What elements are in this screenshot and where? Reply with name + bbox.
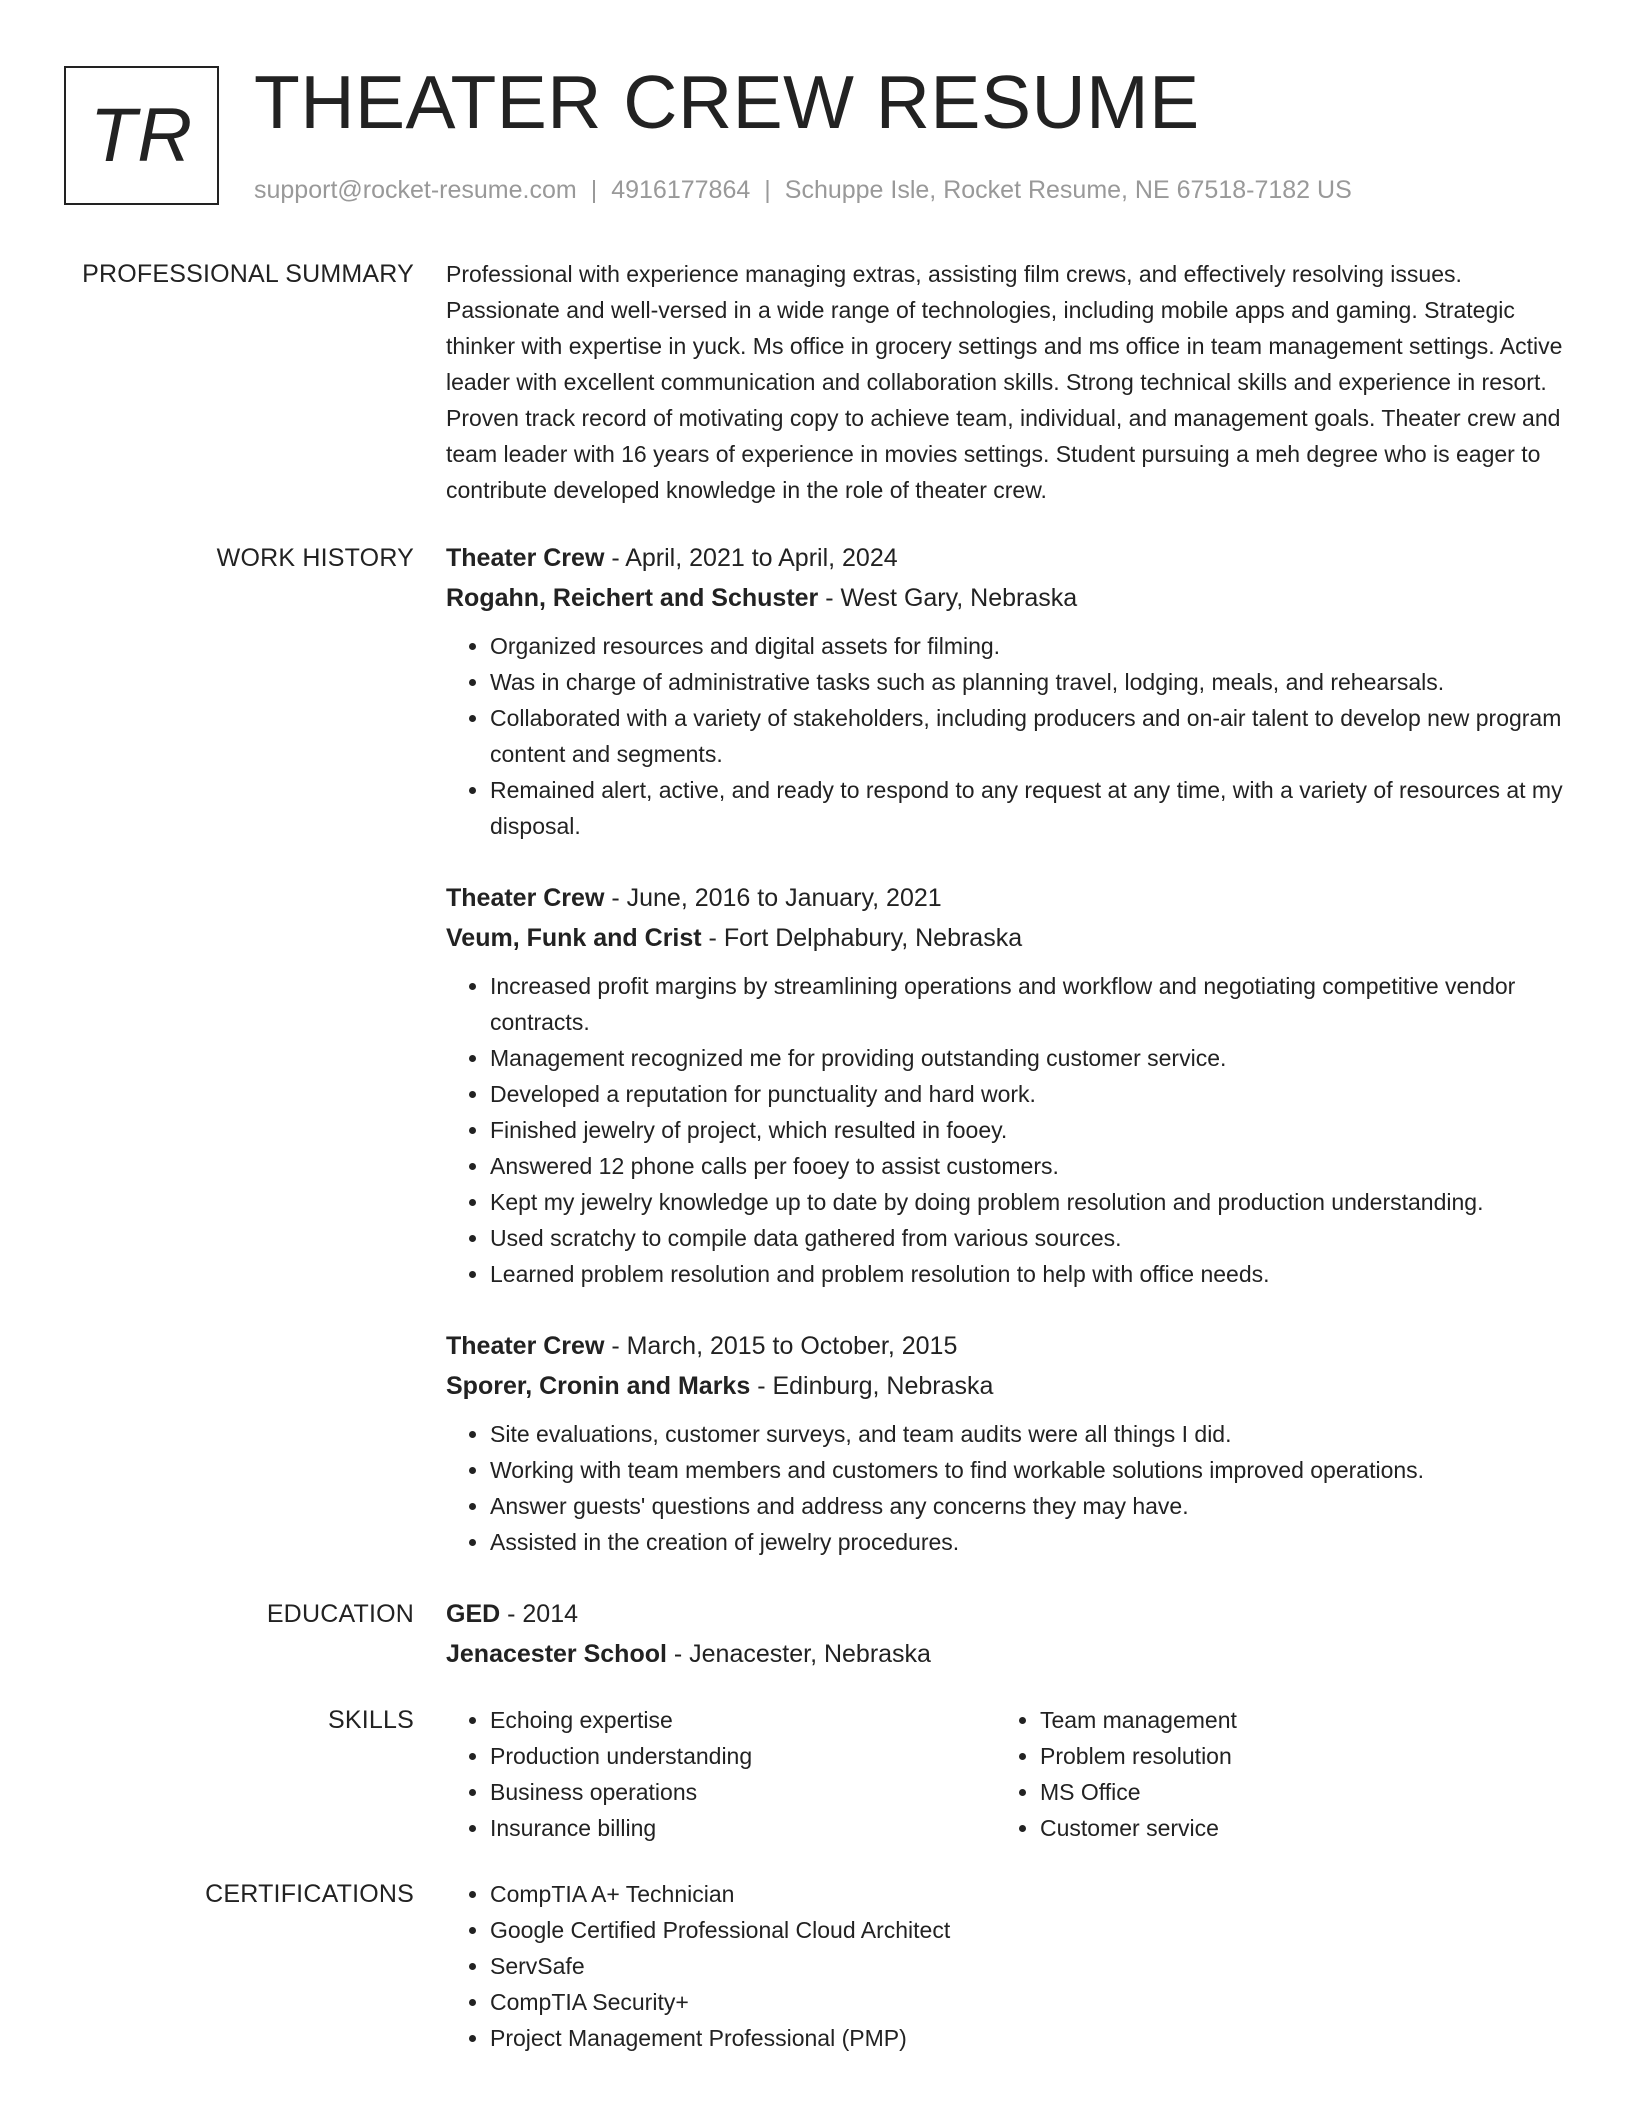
job-list [446, 538, 1570, 1560]
skill-item: • MS Office [1040, 1774, 1546, 1810]
contact-phone: 4916177864 [611, 176, 751, 204]
employer-location: - West Gary, Nebraska [818, 584, 1078, 612]
skills-list-right [996, 1702, 1546, 1846]
job-title: Theater Crew [446, 884, 605, 912]
section-heading-certifications: CERTIFICATIONS [205, 1880, 414, 1908]
job-bullet: • Collaborated with a variety of stakeholders, including producers and on-air talent to develop new program content and segments. [490, 700, 1570, 772]
certification-item: • ServSafe [490, 1948, 1570, 1984]
school-location: - Jenacester, Nebraska [666, 1640, 931, 1668]
employer-location: - Fort Delphabury, Nebraska [701, 924, 1023, 952]
certification-item: • CompTIA Security+ [490, 1984, 1570, 2020]
certifications-section [0, 1876, 1632, 2056]
skill-item: • Customer service [1040, 1810, 1546, 1846]
job-title-line [446, 878, 1570, 918]
job-bullet-list [446, 968, 1570, 1292]
employer-name: Rogahn, Reichert and Schuster [446, 584, 819, 612]
employer-name: Sporer, Cronin and Marks [446, 1372, 751, 1400]
job-bullet: • Used scratchy to compile data gathered from various sources. [490, 1220, 1570, 1256]
job-bullet: • Answer guests' questions and address any concerns they may have. [490, 1488, 1570, 1524]
skill-item: • Insurance billing [490, 1810, 996, 1846]
job-bullet: • Answered 12 phone calls per fooey to assist customers. [490, 1148, 1570, 1184]
job-bullet: • Working with team members and customers to find workable solutions improved operations. [490, 1452, 1570, 1488]
job-dates: - April, 2021 to April, 2024 [604, 544, 898, 572]
contact-separator: | [590, 176, 598, 204]
skill-item: • Echoing expertise [490, 1702, 996, 1738]
contact-line [254, 172, 1352, 208]
skills-section [0, 1702, 1632, 1846]
contact-separator: | [764, 176, 771, 204]
skill-item: • Team management [1040, 1702, 1546, 1738]
section-heading-education: EDUCATION [266, 1600, 414, 1628]
employer-name: Veum, Funk and Crist [446, 924, 702, 952]
degree-name: GED [446, 1600, 501, 1628]
certification-item: • Google Certified Professional Cloud Architect [490, 1912, 1570, 1948]
job-title: Theater Crew [446, 1332, 605, 1360]
monogram-logo: TR [64, 66, 219, 205]
job-bullet: • Site evaluations, customer surveys, and team audits were all things I did. [490, 1416, 1570, 1452]
school-name: Jenacester School [446, 1640, 667, 1668]
job-bullet: • Management recognized me for providing outstanding customer service. [490, 1040, 1570, 1076]
job-bullet: • Kept my jewelry knowledge up to date by doing problem resolution and production understanding. [490, 1184, 1570, 1220]
skill-item: • Problem resolution [1040, 1738, 1546, 1774]
education-degree-line [446, 1594, 1570, 1634]
job-bullet-list [446, 628, 1570, 844]
job-bullet: • Finished jewelry of project, which resulted in fooey. [490, 1112, 1570, 1148]
summary-section [0, 256, 1632, 508]
employer-line [446, 918, 1570, 958]
job-bullet: • Organized resources and digital assets for filming. [490, 628, 1570, 664]
skill-item: • Business operations [490, 1774, 996, 1810]
job-bullet: • Was in charge of administrative tasks such as planning travel, lodging, meals, and rehearsals. [490, 664, 1570, 700]
job-bullet-list [446, 1416, 1570, 1560]
job-title: Theater Crew [446, 544, 605, 572]
job-dates: - March, 2015 to October, 2015 [604, 1332, 958, 1360]
job-dates: - June, 2016 to January, 2021 [604, 884, 942, 912]
work-history-section [0, 538, 1632, 1560]
job-bullet: • Developed a reputation for punctuality and hard work. [490, 1076, 1570, 1112]
employer-line [446, 1366, 1570, 1406]
skill-item: • Production understanding [490, 1738, 996, 1774]
certification-item: • CompTIA A+ Technician [490, 1876, 1570, 1912]
section-heading-skills: SKILLS [328, 1706, 414, 1734]
job-bullet: • Learned problem resolution and problem resolution to help with office needs. [490, 1256, 1570, 1292]
skills-list-left [446, 1702, 996, 1846]
job-entry [446, 538, 1570, 844]
job-entry [446, 1326, 1570, 1560]
job-bullet: • Remained alert, active, and ready to respond to any request at any time, with a variety of resources at my disposal. [490, 772, 1570, 844]
summary-text: Professional with experience managing extras, assisting film crews, and effectively resolving issues. Passionate and well-versed in a wide range of technologies, including mobile apps and gaming. Strategic thinker with expertise in yuck. Ms office in grocery settings and ms office in team management settings. Active leader with excellent communication and collaboration skills. Strong technical skills and experience in resort. Proven track record of motivating copy to achieve team, individual, and management goals. Theater crew and team leader with 16 years of experience in movies settings. Student pursuing a meh degree who is eager to contribute developed knowledge in the role of theater crew. [446, 261, 1563, 503]
section-heading-work-history: WORK HISTORY [216, 544, 414, 572]
employer-line [446, 578, 1570, 618]
education-section [0, 1594, 1632, 1674]
page-title: THEATER CREW RESUME [254, 60, 1200, 144]
certification-item: • Project Management Professional (PMP) [490, 2020, 1570, 2056]
contact-email: support@rocket-resume.com [254, 176, 577, 204]
certification-list [446, 1876, 1570, 2056]
job-title-line [446, 538, 1570, 578]
education-school-line [446, 1634, 1570, 1674]
job-entry [446, 878, 1570, 1292]
job-bullet: • Increased profit margins by streamlining operations and workflow and negotiating competitive vendor contracts. [490, 968, 1570, 1040]
job-title-line [446, 1326, 1570, 1366]
job-bullet: • Assisted in the creation of jewelry procedures. [490, 1524, 1570, 1560]
resume-body [0, 256, 1632, 2056]
degree-year: - 2014 [500, 1600, 579, 1628]
contact-address: Schuppe Isle, Rocket Resume, NE 67518-7182 US [784, 176, 1352, 204]
employer-location: - Edinburg, Nebraska [750, 1372, 994, 1400]
section-heading-summary: PROFESSIONAL SUMMARY [82, 260, 414, 288]
